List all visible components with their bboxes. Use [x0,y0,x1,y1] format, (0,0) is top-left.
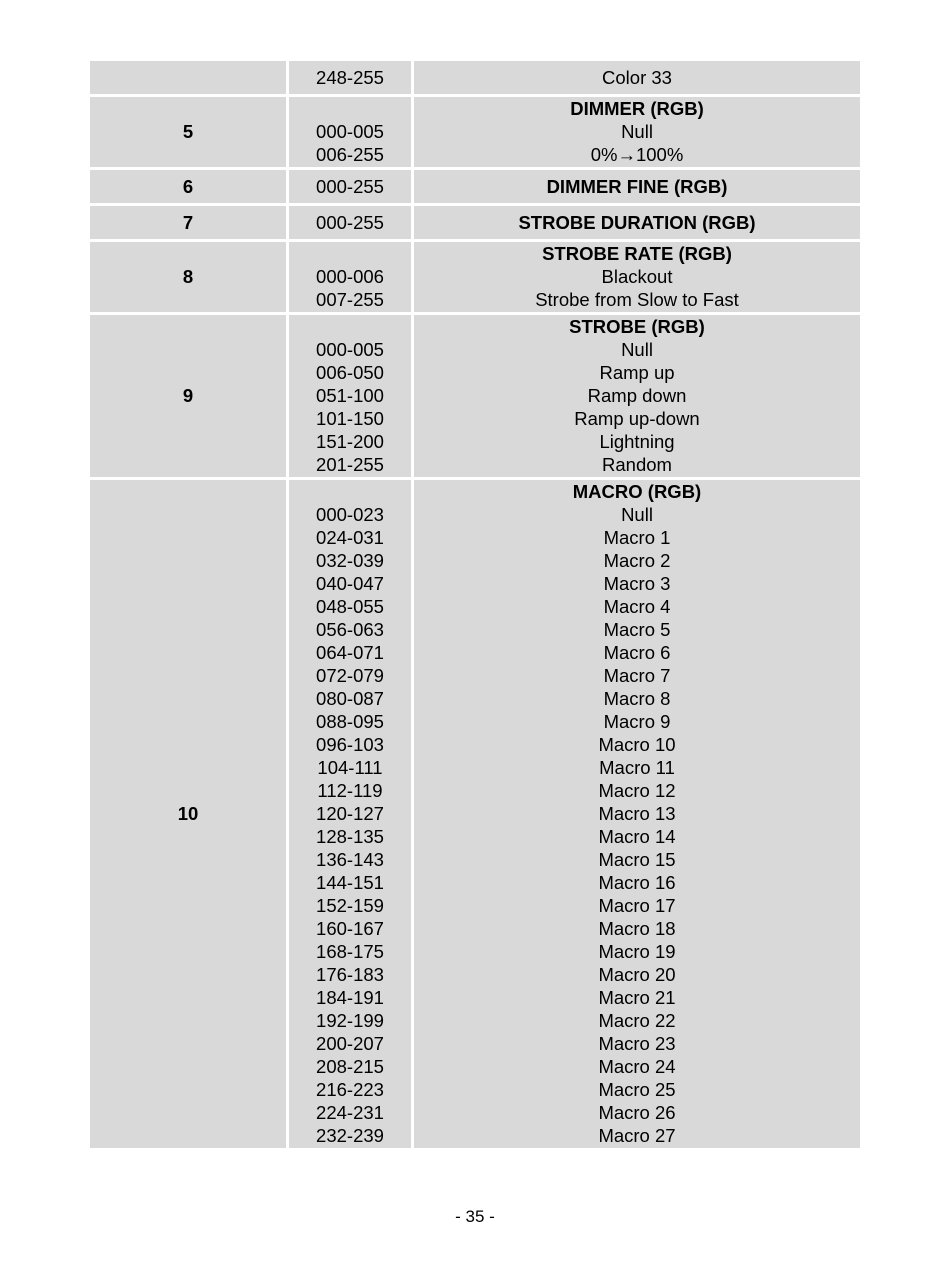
range-value: 000-006 [316,266,384,287]
function-value: Macro 20 [598,964,676,985]
function-cell [414,480,860,1148]
range-value: 160-167 [316,918,384,939]
range-value: 216-223 [316,1079,384,1100]
range-value: 128-135 [316,826,384,847]
function-value: Macro 23 [598,1033,676,1054]
table-row [90,480,860,1148]
function-cell [414,61,860,94]
function-value: Macro 11 [599,757,675,778]
function-title: STROBE DURATION (RGB) [518,212,756,233]
range-value: 104-111 [317,757,383,778]
channel-cell: 7 [90,206,286,239]
table-row [90,242,860,312]
function-value: Ramp up-down [574,408,700,429]
range-value: 101-150 [316,408,384,429]
range-value: 048-055 [316,596,384,617]
range-value: 072-079 [316,665,384,686]
function-value: Color 33 [602,67,672,88]
function-value: Macro 9 [603,711,671,732]
function-title: DIMMER FINE (RGB) [546,176,728,197]
range-value: 192-199 [316,1010,384,1031]
function-value: Blackout [601,266,673,287]
function-value: Macro 3 [603,573,671,594]
function-value: Macro 13 [598,803,676,824]
range-value: 032-039 [316,550,384,571]
function-cell [414,315,860,477]
range-value: 136-143 [316,849,384,870]
function-value: Macro 26 [598,1102,676,1123]
range-value: 201-255 [316,454,384,475]
function-title: MACRO (RGB) [572,481,702,502]
range-value: 000-255 [316,212,384,233]
range-value: 000-023 [316,504,384,525]
range-value: 051-100 [316,385,384,406]
value-range-cell [289,61,411,94]
channel-cell: 6 [90,170,286,203]
function-cell [414,170,860,203]
range-value: 168-175 [316,941,384,962]
value-range-cell [289,315,411,477]
range-value: 000-005 [316,121,384,142]
value-range-cell [289,97,411,167]
function-value: Null [621,339,653,360]
function-value: Macro 16 [598,872,676,893]
value-range-cell [289,170,411,203]
range-value: 120-127 [316,803,384,824]
range-value: 200-207 [316,1033,384,1054]
function-value: Null [621,504,653,525]
range-value: 024-031 [316,527,384,548]
range-value: 000-255 [316,176,384,197]
range-value: 152-159 [316,895,384,916]
function-value: Macro 25 [598,1079,676,1100]
value-range-cell [289,206,411,239]
range-value: 112-119 [317,780,383,801]
range-value: 040-047 [316,573,384,594]
dmx-channel-table [90,61,860,1151]
function-title: STROBE (RGB) [569,316,705,337]
range-value: 232-239 [316,1125,384,1146]
range-value: 006-050 [316,362,384,383]
range-value: 088-095 [316,711,384,732]
function-value: Random [602,454,672,475]
function-value: 0%→100% [590,144,684,165]
range-value: 224-231 [316,1102,384,1123]
function-value: Macro 4 [603,596,671,617]
function-cell [414,206,860,239]
range-value: 248-255 [316,67,384,88]
value-range-cell [289,242,411,312]
function-value: Macro 27 [598,1125,676,1146]
range-value: 080-087 [316,688,384,709]
value-range-cell [289,480,411,1148]
range-value: 056-063 [316,619,384,640]
range-value: 006-255 [316,144,384,165]
range-value: 000-005 [316,339,384,360]
function-value: Ramp down [587,385,687,406]
range-value: 096-103 [316,734,384,755]
function-value: Macro 14 [598,826,676,847]
function-value: Macro 21 [598,987,676,1008]
function-value: Macro 2 [603,550,671,571]
channel-cell: 9 [90,315,286,477]
range-value: 144-151 [316,872,384,893]
function-cell [414,97,860,167]
function-value: Macro 8 [603,688,671,709]
table-row [90,170,860,203]
function-value: Macro 5 [603,619,671,640]
function-value: Macro 15 [598,849,676,870]
table-row [90,315,860,477]
range-value: 176-183 [316,964,384,985]
function-value: Macro 12 [598,780,676,801]
channel-cell: 5 [90,97,286,167]
table-row [90,97,860,167]
function-title: STROBE RATE (RGB) [542,243,732,264]
table-row [90,61,860,94]
function-cell [414,242,860,312]
channel-cell: 10 [90,480,286,1148]
range-value: 007-255 [316,289,384,310]
function-value: Lightning [599,431,675,452]
range-value: 064-071 [316,642,384,663]
function-value: Macro 24 [598,1056,676,1077]
table-row [90,206,860,239]
range-value: 184-191 [316,987,384,1008]
function-value: Macro 19 [598,941,676,962]
function-value: Null [621,121,653,142]
function-value: Macro 1 [603,527,671,548]
function-value: Macro 17 [598,895,676,916]
function-value: Macro 18 [598,918,676,939]
function-value: Ramp up [599,362,675,383]
function-value: Strobe from Slow to Fast [535,289,739,310]
function-value: Macro 7 [603,665,671,686]
channel-cell: 8 [90,242,286,312]
range-value: 208-215 [316,1056,384,1077]
function-title: DIMMER (RGB) [570,98,704,119]
function-value: Macro 6 [603,642,671,663]
function-value: Macro 22 [598,1010,676,1031]
channel-cell [90,61,286,94]
range-value: 151-200 [316,431,384,452]
page-number: - 35 - [455,1207,495,1226]
function-value: Macro 10 [598,734,676,755]
